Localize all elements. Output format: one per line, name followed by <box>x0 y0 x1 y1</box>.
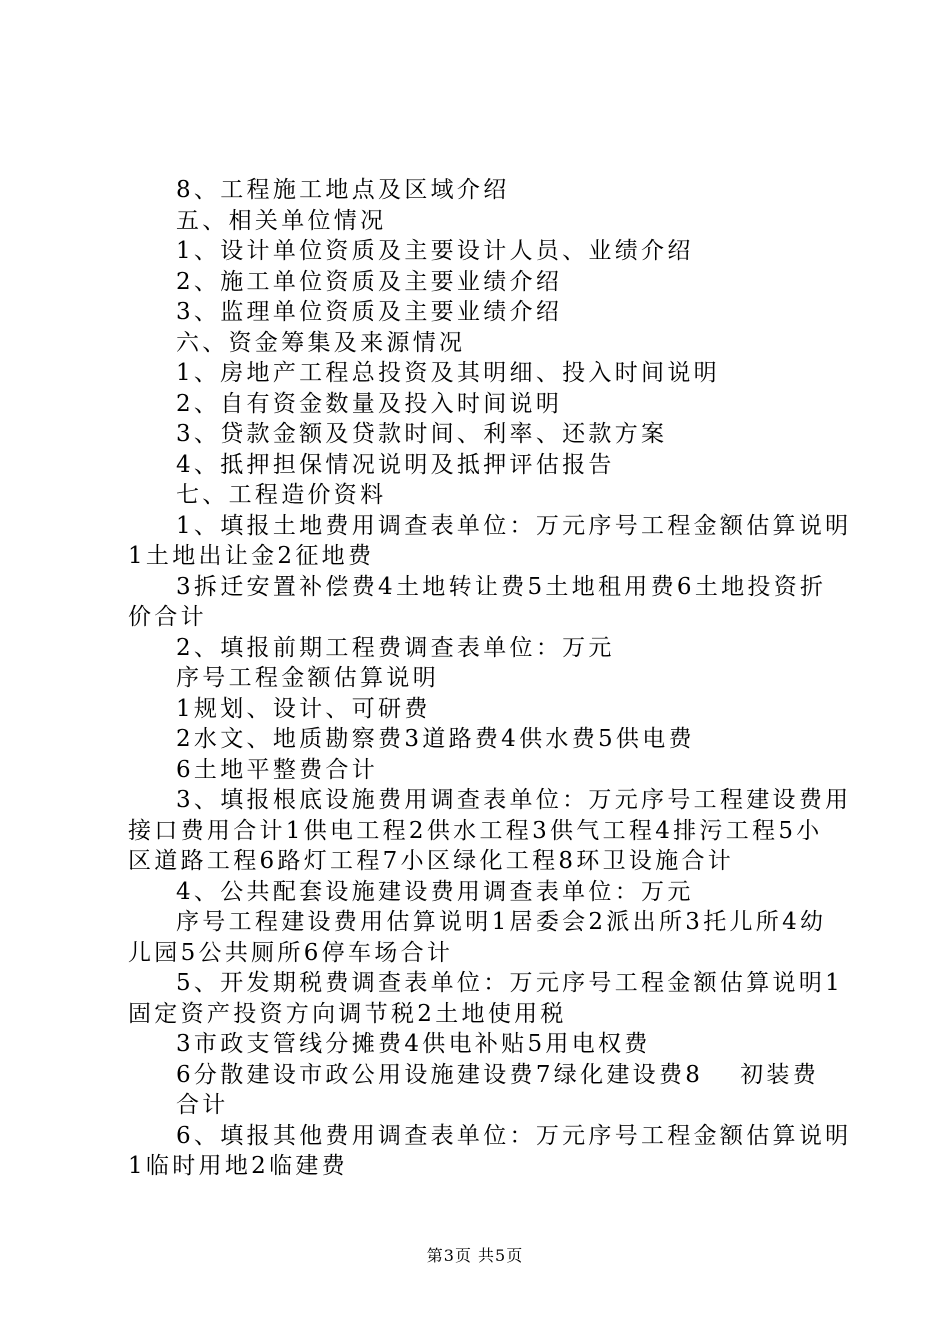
text-line: 3、贷款金额及贷款时间、利率、还款方案 <box>176 421 668 447</box>
document-body <box>128 175 852 1182</box>
text-line: 2、填报前期工程费调查表单位：万元 <box>176 634 615 661</box>
text-line: 3、监理单位资质及主要业绩介绍 <box>176 299 563 325</box>
text-line: 序号工程建设费用估算说明1居委会2派出所3托儿所4幼 <box>176 909 827 935</box>
text-line: 六、资金筹集及来源情况 <box>176 329 466 356</box>
text-line: 5、开发期税费调查表单位：万元序号工程金额估算说明1 <box>176 970 844 996</box>
text-line: 固定资产投资方向调节税2土地使用税 <box>128 1000 567 1027</box>
text-line: 6土地平整费合计 <box>176 756 379 783</box>
text-line: 8、工程施工地点及区域介绍 <box>176 177 510 203</box>
text-line: 儿园5公共厕所6停车场合计 <box>128 939 454 966</box>
text-line: 1、房地产工程总投资及其明细、投入时间说明 <box>176 360 720 386</box>
text-line: 4、抵押担保情况说明及抵押评估报告 <box>176 451 615 478</box>
text-line: 价合计 <box>128 604 207 630</box>
text-line: 区道路工程6路灯工程7小区绿化工程8环卫设施合计 <box>128 848 735 874</box>
text-line: 1土地出让金2征地费 <box>128 543 375 569</box>
text-line: 3、填报根底设施费用调查表单位：万元序号工程建设费用 <box>176 787 852 813</box>
page-footer: 第3页 共5页 <box>426 1246 524 1265</box>
text-line: 2水文、地质勘察费3道路费4供水费5供电费 <box>176 726 695 752</box>
text-line: 1、设计单位资质及主要设计人员、业绩介绍 <box>176 238 694 264</box>
text-line: 五、相关单位情况 <box>176 207 387 234</box>
text-line: 接口费用合计1供电工程2供水工程3供气工程4排污工程5小 <box>128 817 823 844</box>
text-line: 合计 <box>176 1092 229 1118</box>
text-line: 1、填报土地费用调查表单位：万元序号工程金额估算说明 <box>176 512 852 539</box>
text-line: 七、工程造价资料 <box>176 482 387 508</box>
text-line: 2、施工单位资质及主要业绩介绍 <box>176 268 563 295</box>
text-line: 4、公共配套设施建设费用调查表单位：万元 <box>176 878 694 905</box>
text-line: 1规划、设计、可研费 <box>176 695 431 722</box>
text-line: 序号工程金额估算说明 <box>176 665 439 691</box>
text-line: 1临时用地2临建费 <box>128 1153 348 1179</box>
text-line: 3市政支管线分摊费4供电补贴5用电权费 <box>176 1031 651 1057</box>
text-line: 3拆迁安置补偿费4土地转让费5土地租用费6土地投资折 <box>176 573 827 600</box>
text-line: 6分散建设市政公用设施建设费7绿化建设费8 初装费 <box>176 1061 820 1088</box>
text-line: 6、填报其他费用调查表单位：万元序号工程金额估算说明 <box>176 1122 852 1149</box>
text-line: 2、自有资金数量及投入时间说明 <box>176 390 563 417</box>
